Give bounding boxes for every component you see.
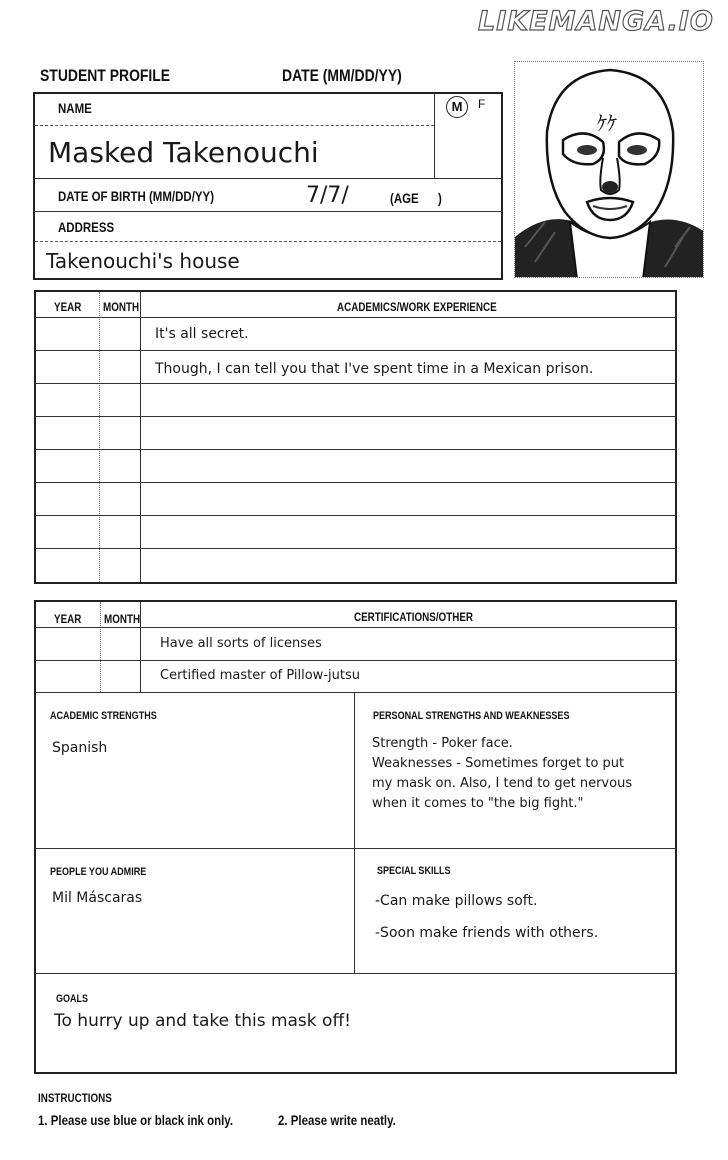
academics-title: ACADEMICS/WORK EXPERIENCE — [337, 300, 497, 314]
instruction-2: 2. Please write neatly. — [278, 1112, 396, 1128]
personal-line-2: Weaknesses - Sometimes forget to put — [372, 756, 625, 771]
date-label: DATE (MM/DD/YY) — [282, 66, 402, 85]
academics-row-1: It's all secret. — [155, 326, 249, 342]
goals-value: To hurry up and take this mask off! — [54, 1011, 351, 1031]
name-label: NAME — [58, 100, 92, 116]
cert-year-label: YEAR — [54, 612, 82, 626]
skills-label: SPECIAL SKILLS — [377, 865, 451, 877]
academics-box — [34, 290, 677, 584]
academic-strengths-label: ACADEMIC STRENGTHS — [50, 710, 157, 722]
academic-strengths-value: Spanish — [52, 740, 108, 756]
skills-line-1: -Can make pillows soft. — [375, 893, 538, 909]
gender-f-option[interactable]: F — [478, 97, 486, 111]
academics-row-2: Though, I can tell you that I've spent time in a Mexican prison. — [155, 361, 594, 377]
form-title: STUDENT PROFILE — [40, 66, 171, 85]
photo-frame — [514, 61, 704, 278]
svg-text:ｹｹ: ｹｹ — [597, 111, 617, 135]
personal-line-1: Strength - Poker face. — [372, 736, 513, 751]
masked-wrestler-portrait — [515, 62, 704, 278]
dob-label: DATE OF BIRTH (MM/DD/YY) — [58, 188, 215, 204]
academics-month-label: MONTH — [103, 300, 140, 314]
academics-year-label: YEAR — [54, 300, 82, 314]
age-close: ) — [438, 190, 442, 206]
instructions-title: INSTRUCTIONS — [38, 1091, 112, 1105]
personal-line-4: when it comes to "the big fight." — [372, 796, 584, 811]
goals-label: GOALS — [56, 993, 89, 1005]
name-value: Masked Takenouchi — [48, 136, 319, 169]
cert-title: CERTIFICATIONS/OTHER — [354, 610, 473, 624]
age-label: (AGE — [390, 190, 419, 206]
cert-row-2: Certified master of Pillow-jutsu — [160, 668, 360, 683]
admire-value: Mil Máscaras — [52, 890, 143, 906]
personal-line-3: my mask on. Also, I tend to get nervous — [372, 776, 633, 791]
cert-month-label: MONTH — [104, 612, 141, 626]
cert-row-1: Have all sorts of licenses — [160, 636, 322, 651]
admire-label: PEOPLE YOU ADMIRE — [50, 866, 147, 878]
gender-m-selected[interactable]: M — [446, 96, 468, 118]
address-value: Takenouchi's house — [46, 249, 240, 273]
watermark-logo: LIKEMANGA.IO — [478, 6, 714, 37]
address-label: ADDRESS — [58, 219, 115, 235]
skills-line-2: -Soon make friends with others. — [375, 925, 599, 941]
instruction-1: 1. Please use blue or black ink only. — [38, 1112, 234, 1128]
dob-value: 7/7/ — [306, 183, 349, 208]
personal-label: PERSONAL STRENGTHS AND WEAKNESSES — [373, 710, 570, 722]
